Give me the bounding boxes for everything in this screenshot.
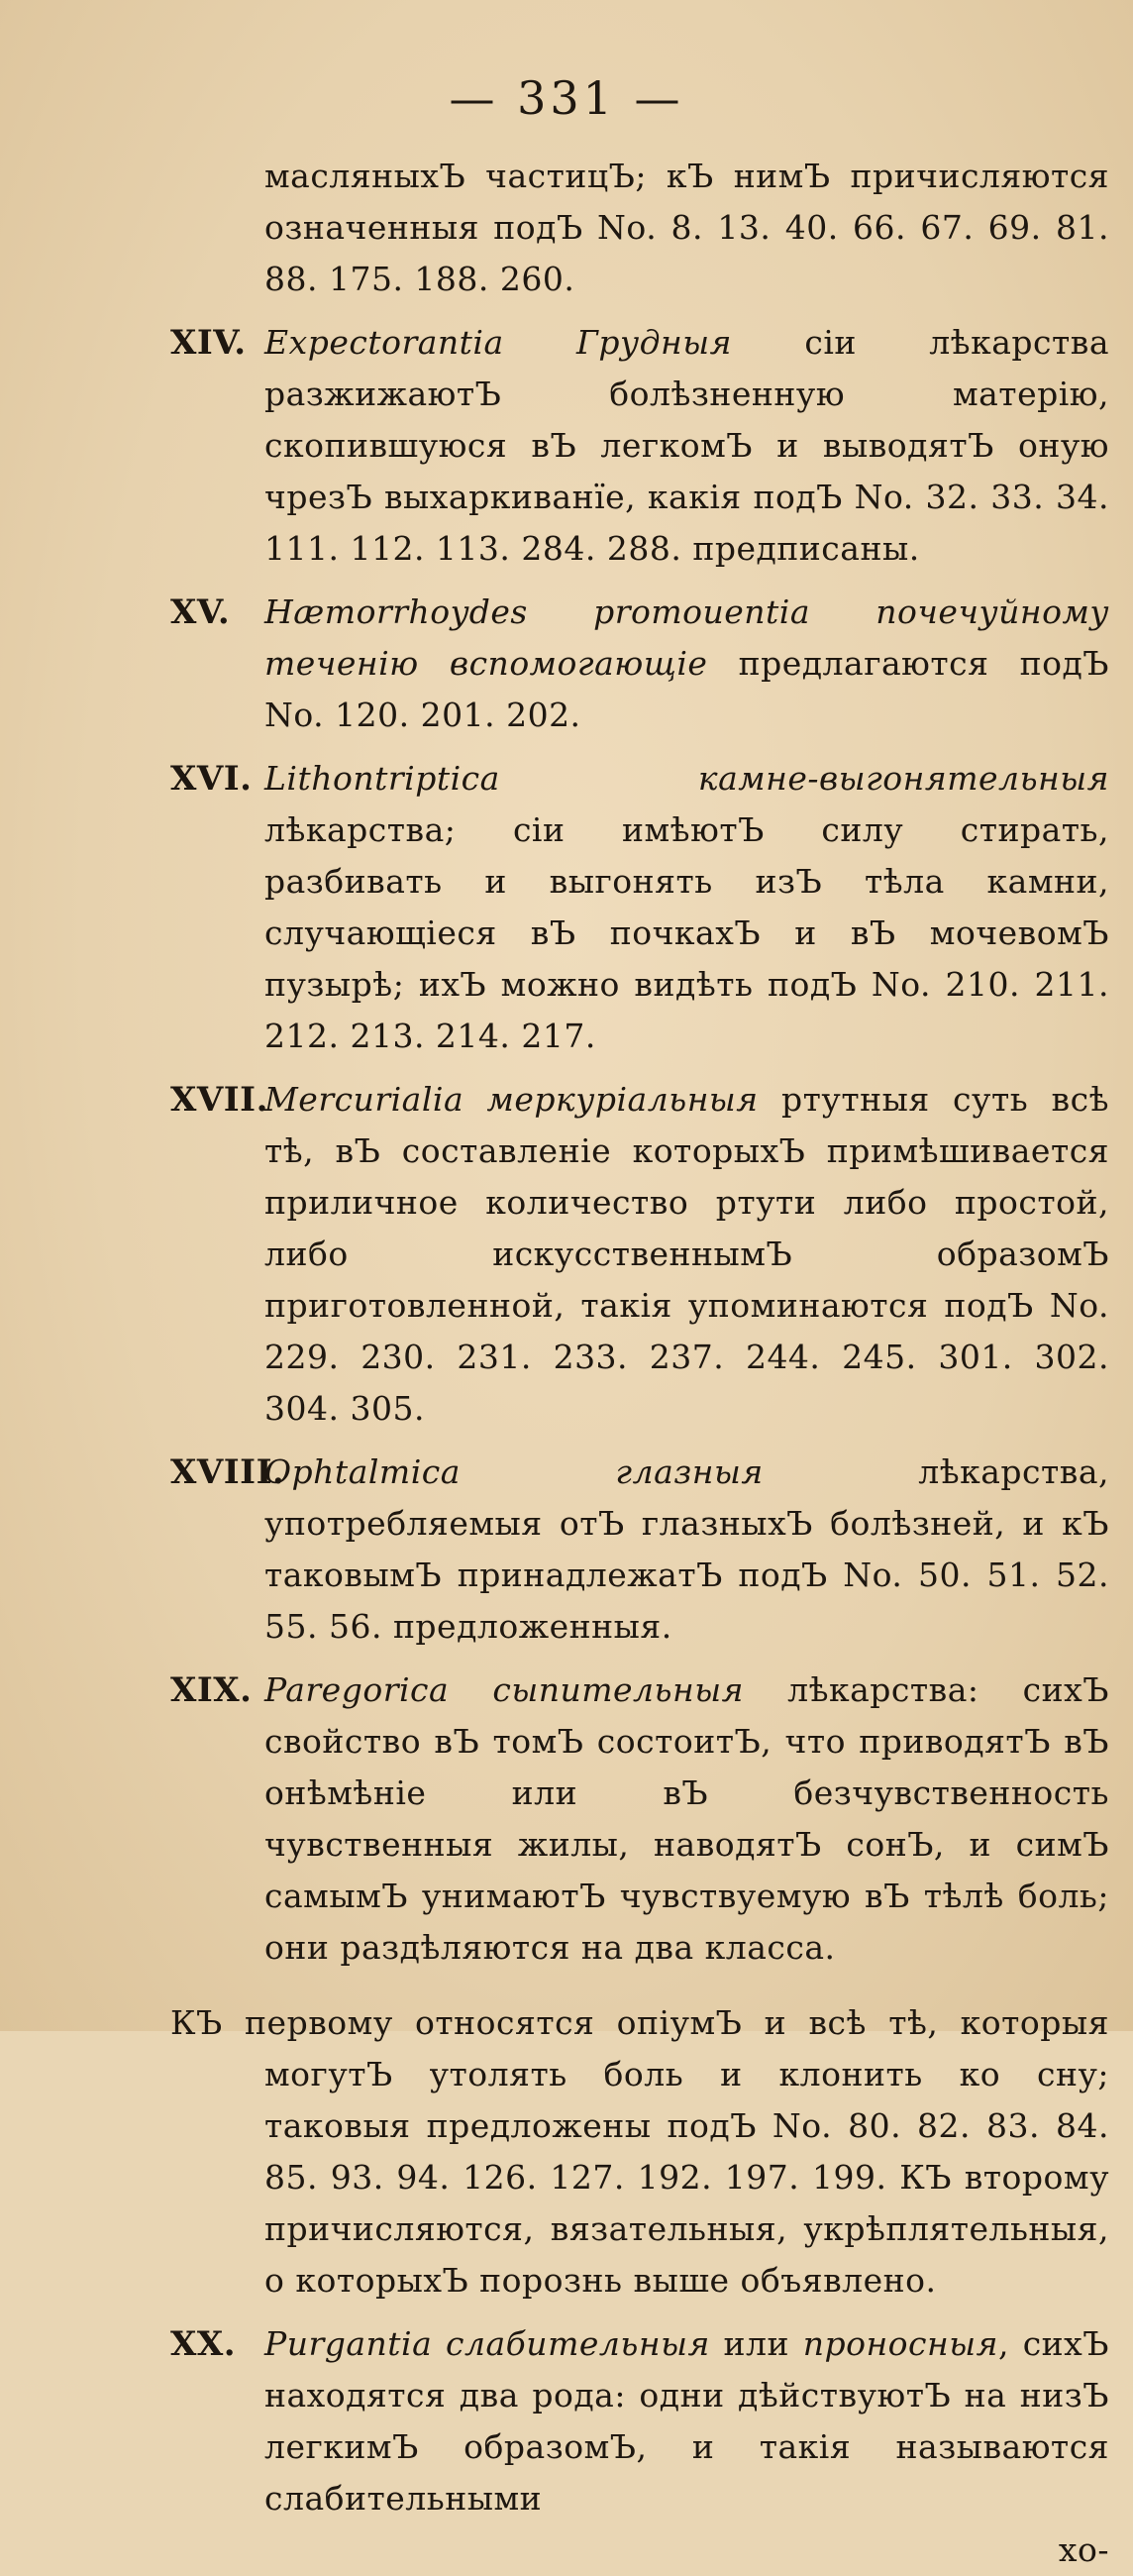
entry-xv	[170, 587, 1109, 741]
page-number: — 331 —	[449, 71, 684, 125]
entry-xviii	[170, 1447, 1109, 1653]
entry-text: сіи лѣкарства разжижаютЪ болѣзненную матерію, скопившуюся вЪ легкомЪ и выводятЪ оную чрезЪ выхаркиванїе, какія подЪ No. 32. 33. 34. 111. 112. 113. 284. 288. предписаны.	[264, 323, 1109, 568]
catchword: хо-	[1058, 2530, 1109, 2569]
entry-number: XV.	[170, 592, 231, 632]
latin-term: Purgantia	[264, 2324, 433, 2363]
latin-term: Lithontriptica	[264, 759, 500, 798]
russian-term: глазныя	[615, 1452, 764, 1491]
entry-text: лѣкарства; сіи имѣютЪ силу стирать, разбивать и выгонять изЪ тѣла камни, случающіеся вЪ почкахЪ и вЪ мочевомЪ пузырѣ; ихЪ можно видѣть подЪ No. 210. 211. 212. 213. 214. 217.	[264, 810, 1109, 1055]
latin-term: Expectorantia	[264, 323, 504, 362]
entry-xiv	[170, 317, 1109, 575]
entry-text: , сихЪ находятся два рода: одни дѣйствуютЪ на низЪ легкимЪ образомЪ, и такія называются слабительными	[264, 2324, 1109, 2518]
entry-xx	[170, 2318, 1109, 2524]
entry-text: лѣкарства: сихЪ свойство вЪ томЪ состоитЪ, что приводятЪ вЪ онѣмѣніе или вЪ безчувственность чувственныя жилы, наводятЪ сонЪ, и симЪ самымЪ унимаютЪ чувствуемую вЪ тѣлѣ боль; они раздѣляются на два класса.	[264, 1670, 1109, 1967]
entry-xvi	[170, 753, 1109, 1062]
entry-number: XIX.	[170, 1670, 253, 1710]
entry-number: XVIII.	[170, 1452, 285, 1492]
latin-term: Hæmorrhoydes promouentia	[264, 592, 811, 631]
entry-number: XVII.	[170, 1080, 268, 1120]
latin-term: Mercurialia	[264, 1080, 464, 1119]
entry-number: XVI.	[170, 759, 253, 799]
russian-term: Грудныя	[576, 323, 733, 362]
entry-number: XX.	[170, 2324, 237, 2364]
entry-text: ртутныя суть всѣ тѣ, вЪ составленіе которыхЪ примѣшивается приличное количество ртути либо простой, либо искусственнымЪ образомЪ приготовленной, такія упоминаются подЪ No. 229. 230. 231. 233. 237. 244. 245. 301. 302. 304. 305.	[264, 1080, 1109, 1428]
entry-xvii	[170, 1074, 1109, 1435]
russian-term: меркуріальныя	[486, 1080, 759, 1119]
entry-number: XIV.	[170, 323, 247, 363]
latin-term: Ophtalmica	[264, 1452, 461, 1491]
body-paragraph: КЪ первому относятся опіумЪ и всѣ тѣ, которыя могутЪ утолять боль и клонить ко сну; таковыя предложены подЪ No. 80. 82. 83. 84. 85. 93. 94. 126. 127. 192. 197. 199. КЪ второму причисляются, вязательныя, укрѣплятельныя, о которыхЪ порознь выше объявлено.	[170, 2003, 1109, 2300]
continued-paragraph: масляныхЪ частицЪ; кЪ нимЪ причисляются означенныя подЪ No. 8. 13. 40. 66. 67. 69. 81. 88. 175. 188. 260.	[264, 157, 1109, 298]
entry-text: предлагаются подЪ No. 120. 201. 202.	[264, 644, 1109, 734]
russian-term: сыпительныя	[492, 1670, 744, 1709]
connector-text: или	[709, 2324, 803, 2363]
entry-text: лѣкарства, употребляемыя отЪ глазныхЪ болѣзней, и кЪ таковымЪ принадлежатЪ подЪ No. 50. 51. 52. 55. 56. предложенныя.	[264, 1452, 1109, 1646]
page-body	[170, 151, 1109, 2576]
latin-term: Paregorica	[264, 1670, 450, 1709]
russian-term: почечуйному теченію вспомогающіе	[264, 592, 1109, 683]
russian-term-alt: проносныя	[802, 2324, 998, 2363]
entry-xix	[170, 1664, 1109, 1974]
russian-term: слабительныя	[446, 2324, 710, 2363]
russian-term: камне-выгонятельныя	[697, 759, 1109, 798]
